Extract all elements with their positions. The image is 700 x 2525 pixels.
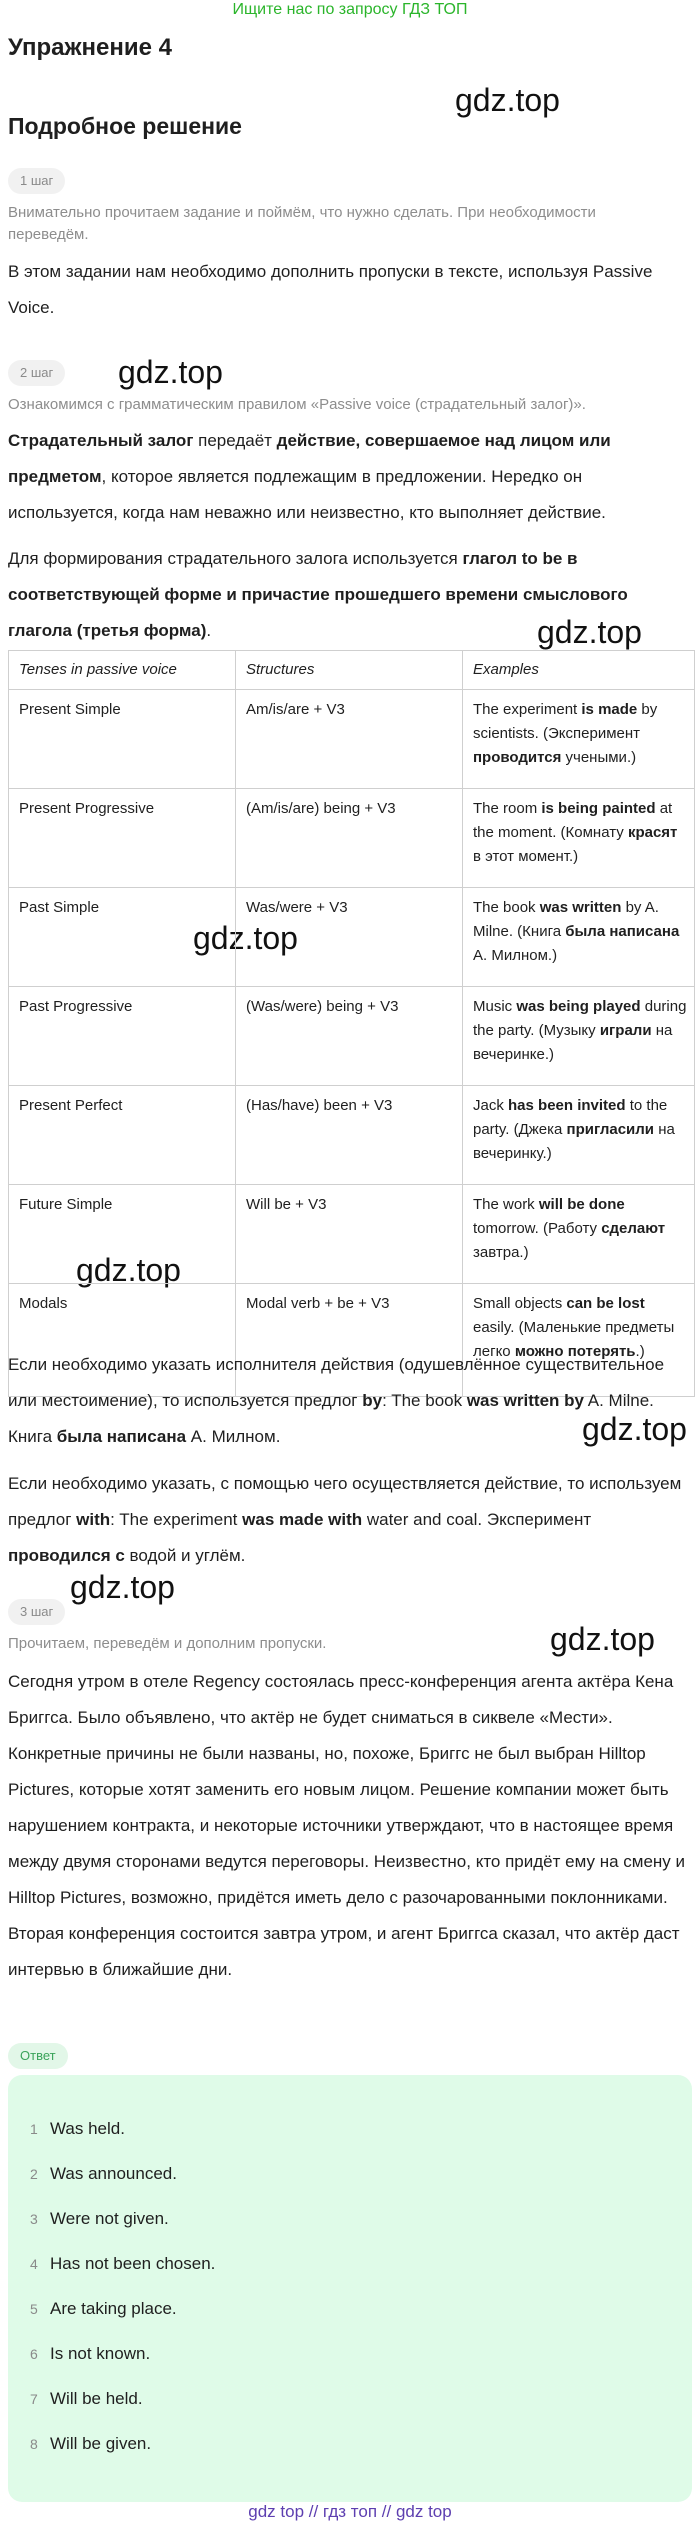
bold-text: was being played bbox=[516, 998, 641, 1015]
answer-item bbox=[30, 2298, 215, 2343]
bold-text: will be done bbox=[538, 1196, 625, 1213]
step-badge: 1 шаг bbox=[8, 168, 65, 194]
bold-text: is being painted bbox=[541, 800, 656, 817]
search-banner[interactable]: Ищите нас по запросу ГДЗ ТОП bbox=[232, 1, 468, 18]
example-cell bbox=[463, 987, 695, 1086]
step-badge: 2 шаг bbox=[8, 360, 65, 386]
bold-text: глагол to be в соответствующей форме и причастие прошедшего времени смыслового глагола (третья форма) bbox=[8, 549, 628, 640]
watermark: gdz.top bbox=[455, 82, 560, 118]
text-span: в этот момент.) bbox=[473, 848, 579, 865]
text-span: The book bbox=[473, 899, 540, 916]
table-header-cell: Examples bbox=[463, 651, 695, 690]
table-row bbox=[9, 888, 695, 987]
answer-number: 4 bbox=[30, 2256, 38, 2272]
answer-text: Has not been chosen. bbox=[50, 2254, 216, 2273]
step-text: В этом задании нам необходимо дополнить пропуски в тексте, используя Passive Voice. bbox=[8, 262, 653, 317]
bold-text: can be lost bbox=[566, 1295, 645, 1312]
bold-text: by bbox=[362, 1391, 383, 1410]
bold-text: was written by bbox=[466, 1391, 584, 1410]
structure-cell: (Was/were) being + V3 bbox=[236, 987, 463, 1086]
table-row bbox=[9, 789, 695, 888]
text-span: учеными.) bbox=[561, 749, 637, 766]
watermark: gdz.top bbox=[582, 1411, 687, 1447]
text-span: by A. Milne. (Книга bbox=[473, 899, 659, 940]
table-header-cell: Tenses in passive voice bbox=[9, 651, 236, 690]
bold-text: Страдательный залог bbox=[8, 431, 194, 450]
answer-text: Will be given. bbox=[50, 2434, 152, 2453]
structure-cell: Modal verb + be + V3 bbox=[236, 1284, 463, 1397]
example-cell bbox=[463, 789, 695, 888]
watermark: gdz.top bbox=[550, 1621, 655, 1657]
table-row bbox=[9, 1185, 695, 1284]
text-span: water and coal. Эксперимент bbox=[362, 1510, 592, 1529]
structure-cell: (Am/is/are) being + V3 bbox=[236, 789, 463, 888]
bold-text: проводится bbox=[473, 749, 562, 766]
bold-text: сделают bbox=[601, 1220, 666, 1237]
text-span: водой и углём. bbox=[124, 1546, 246, 1565]
text-span: : The book bbox=[382, 1391, 467, 1410]
tense-cell: Modals bbox=[9, 1284, 236, 1397]
text-span: завтра.) bbox=[473, 1244, 529, 1261]
text-span: tomorrow. (Работу bbox=[473, 1220, 602, 1237]
bold-text: проводился с bbox=[8, 1546, 125, 1565]
answer-text: Was announced. bbox=[50, 2164, 177, 2183]
tense-cell: Past Simple bbox=[9, 888, 236, 987]
table-header-cell: Structures bbox=[236, 651, 463, 690]
structure-cell: Will be + V3 bbox=[236, 1185, 463, 1284]
tense-cell: Present Perfect bbox=[9, 1086, 236, 1185]
answer-item bbox=[30, 2388, 215, 2433]
text-span: А. Милном. bbox=[186, 1427, 281, 1446]
watermark: gdz.top bbox=[76, 1252, 181, 1288]
step-hint: Прочитаем, переведём и дополним пропуски. bbox=[8, 1635, 327, 1652]
text-span: at the moment. (Комнату bbox=[473, 800, 673, 841]
example-cell bbox=[463, 888, 695, 987]
tense-cell: Present Simple bbox=[9, 690, 236, 789]
watermark: gdz.top bbox=[118, 354, 223, 390]
structure-cell: (Has/have) been + V3 bbox=[236, 1086, 463, 1185]
bold-text: was made with bbox=[242, 1510, 363, 1529]
bold-text: was written bbox=[539, 899, 622, 916]
text-span: передаёт bbox=[193, 431, 277, 450]
bold-text: has been invited bbox=[508, 1097, 626, 1114]
tense-cell: Future Simple bbox=[9, 1185, 236, 1284]
example-cell bbox=[463, 1185, 695, 1284]
text-span: : The experiment bbox=[110, 1510, 243, 1529]
answer-number: 5 bbox=[30, 2301, 38, 2317]
table-row bbox=[9, 1086, 695, 1185]
answer-number: 2 bbox=[30, 2166, 38, 2182]
watermark: gdz.top bbox=[537, 614, 642, 650]
tense-cell: Past Progressive bbox=[9, 987, 236, 1086]
step-badge: 3 шаг bbox=[8, 1599, 65, 1625]
answer-text: Was held. bbox=[50, 2119, 125, 2138]
answer-item bbox=[30, 2433, 215, 2478]
answer-text: Are taking place. bbox=[50, 2299, 177, 2318]
answer-item bbox=[30, 2343, 215, 2388]
watermark: gdz.top bbox=[193, 920, 298, 956]
answer-item bbox=[30, 2118, 215, 2163]
rule-paragraph bbox=[8, 423, 688, 531]
tense-cell: Present Progressive bbox=[9, 789, 236, 888]
text-span: easily. (Маленькие предметы легко bbox=[473, 1319, 675, 1360]
bold-text: можно потерять bbox=[514, 1343, 636, 1360]
step-hint: Ознакомимся с грамматическим правилом «Passive voice (страдательный залог)». bbox=[8, 396, 586, 413]
bold-text: действие, совершаемое над лицом или предметом bbox=[8, 431, 611, 486]
text-span: A. Milne. Книга bbox=[8, 1391, 654, 1446]
rule-paragraph bbox=[8, 1466, 688, 1574]
page-title: Упражнение 4 bbox=[8, 34, 172, 61]
text-span: by scientists. (Эксперимент bbox=[473, 701, 658, 742]
translation-text: Сегодня утром в отеле Regency состоялась пресс-конференция агента актёра Кена Бриггса. Было объявлено, что актёр не будет сниматься в сиквеле «Мести». Конкретные причины не были названы, но, похоже, Бриггс не был выбран Hilltop Pictures, которые хотят заменить его новым лицом. Решение компании может быть нарушением контракта, и некоторые источники утверждают, что в настоящее время между двумя сторонами ведутся переговоры. Неизвестно, кто придёт ему на смену и Hilltop Pictures, возможно, придётся иметь дело с разочарованными поклонниками. Вторая конференция состоится завтра утром, и агент Бриггса сказал, что актёр даст интервью в ближайшие дни. bbox=[8, 1672, 686, 1979]
answer-number: 1 bbox=[30, 2121, 38, 2137]
text-span: during the party. (Музыку bbox=[473, 998, 687, 1039]
text-span: . bbox=[206, 621, 212, 640]
table-header-row bbox=[9, 651, 695, 690]
structure-cell: Am/is/are + V3 bbox=[236, 690, 463, 789]
text-span: The experiment bbox=[473, 701, 582, 718]
bold-text: пригласили bbox=[566, 1121, 655, 1138]
answer-text: Will be held. bbox=[50, 2389, 143, 2408]
rule-paragraph bbox=[8, 541, 688, 649]
text-span: Если необходимо указать, с помощью чего осуществляется действие, то используем предлог bbox=[8, 1474, 682, 1529]
bold-text: была написана bbox=[565, 923, 680, 940]
text-span: А. Милном.) bbox=[473, 947, 558, 964]
passive-voice-table bbox=[8, 650, 695, 1397]
text-span: Music bbox=[473, 998, 517, 1015]
footer-links[interactable]: gdz top // гдз топ // gdz top bbox=[248, 2502, 452, 2521]
table-row bbox=[9, 987, 695, 1086]
bold-text: красят bbox=[627, 824, 678, 841]
text-span: to the party. (Джека bbox=[473, 1097, 668, 1138]
watermark: gdz.top bbox=[70, 1569, 175, 1605]
section-title: Подробное решение bbox=[8, 113, 242, 139]
text-span: Для формирования страдательного залога используется bbox=[8, 549, 463, 568]
answer-number: 3 bbox=[30, 2211, 38, 2227]
structure-cell: Was/were + V3 bbox=[236, 888, 463, 987]
bold-text: with bbox=[76, 1510, 111, 1529]
bold-text: is made bbox=[581, 701, 638, 718]
answer-number: 8 bbox=[30, 2436, 38, 2452]
answer-list bbox=[30, 2118, 215, 2478]
bold-text: играли bbox=[599, 1022, 652, 1039]
rule-paragraph bbox=[8, 1347, 688, 1455]
answer-item bbox=[30, 2163, 215, 2208]
text-span: на вечеринку.) bbox=[473, 1121, 675, 1162]
text-span: The work bbox=[473, 1196, 539, 1213]
step-hint: Внимательно прочитаем задание и поймём, что нужно сделать. При необходимости переведём. bbox=[8, 204, 596, 243]
text-span: .) bbox=[635, 1343, 645, 1360]
answer-number: 7 bbox=[30, 2391, 38, 2407]
text-span: Small objects bbox=[473, 1295, 567, 1312]
text-span: The room bbox=[473, 800, 542, 817]
table-row bbox=[9, 690, 695, 789]
answer-item bbox=[30, 2208, 215, 2253]
answer-number: 6 bbox=[30, 2346, 38, 2362]
answer-badge: Ответ bbox=[8, 2043, 68, 2069]
answer-text: Were not given. bbox=[50, 2209, 169, 2228]
text-span: , которое является подлежащим в предложении. Нередко он используется, когда нам неважно или неизвестно, кто выполняет действие. bbox=[8, 467, 606, 522]
answer-item bbox=[30, 2253, 215, 2298]
answer-text: Is not known. bbox=[50, 2344, 151, 2363]
text-span: на вечеринке.) bbox=[473, 1022, 673, 1063]
text-span: Jack bbox=[473, 1097, 509, 1114]
bold-text: была написана bbox=[56, 1427, 187, 1446]
example-cell bbox=[463, 690, 695, 789]
example-cell bbox=[463, 1086, 695, 1185]
text-span: Если необходимо указать исполнителя действия (одушевлённое существительное или местоимение), то используется предлог bbox=[8, 1355, 665, 1410]
